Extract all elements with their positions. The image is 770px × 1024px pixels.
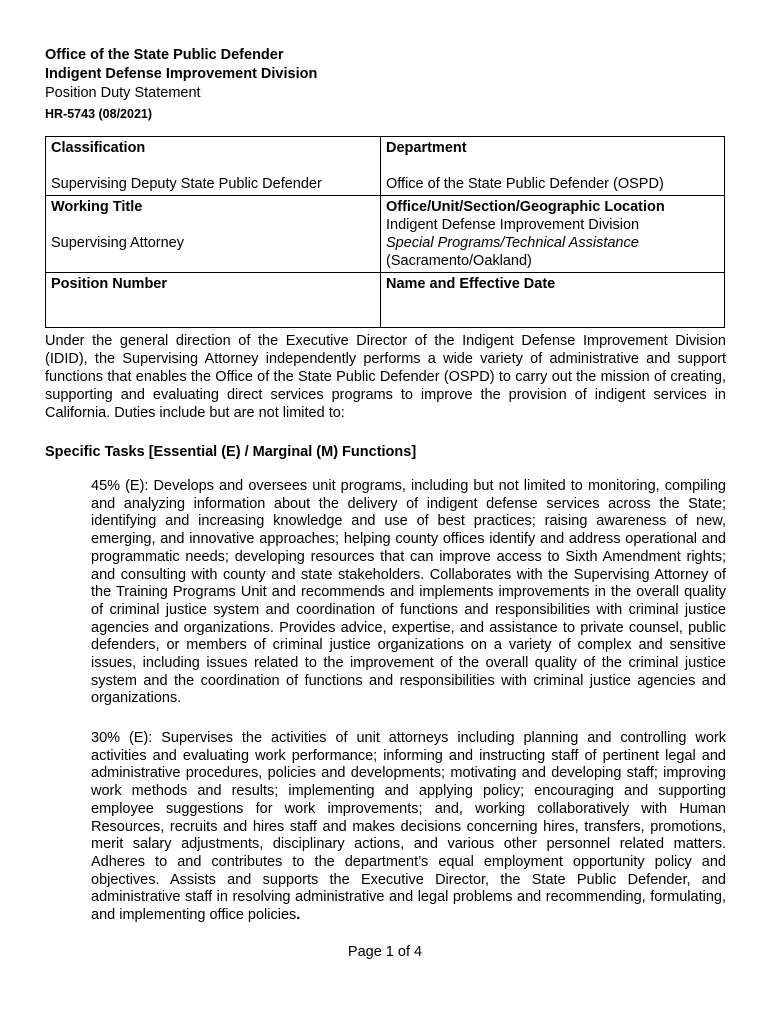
office-name: Office of the State Public Defender	[45, 47, 284, 63]
department-label: Department	[386, 140, 467, 156]
position-number-cell	[46, 273, 381, 328]
document-header	[45, 46, 317, 123]
location-division: Indigent Defense Improvement Division	[386, 217, 640, 233]
division-name: Indigent Defense Improvement Division	[45, 66, 318, 82]
working-title-cell	[46, 196, 381, 273]
location-label: Office/Unit/Section/Geographic Location	[386, 199, 665, 215]
document-title: Position Duty Statement	[45, 85, 201, 101]
table-row	[46, 137, 725, 196]
department-cell	[381, 137, 725, 196]
department-value: Office of the State Public Defender (OSPD)	[386, 176, 664, 192]
position-info-table	[45, 136, 725, 328]
task-30-text: 30% (E): Supervises the activities of unit attorneys including planning and controlling work activities and evaluating work performance; informing and instructing staff of pertinent legal and administrative procedures, policies and developments; motivating and developing staff; improving work methods and results; implementing and applying policy; encouraging and supporting employee suggestions for work improvements; and, working collaboratively with Human Resources, recruits and hires staff and makes decisions concerning hires, transfers, promotions, merit salary adjustments, disciplinary actions, and various other personnel related matters. Adheres to and contributes to the department’s equal employment opportunity policy and objectives. Assists and supports the Executive Director, the State Public Defender, and administrative staff in resolving administrative and legal problems and recommending, formulating, and implementing office policies	[91, 730, 726, 924]
name-date-cell	[381, 273, 725, 328]
intro-paragraph: Under the general direction of the Executive Director of the Indigent Defense Improvement Division (IDID), the Supervising Attorney independently performs a wide variety of administrative and support functions that enables the Office of the State Public Defender (OSPD) to carry out the mission of creating, supporting and evaluating direct services programs to improve the provision of indigent services in California. Duties include but are not limited to:	[45, 333, 726, 421]
page-number: Page 1 of 4	[347, 944, 423, 960]
working-title-label: Working Title	[51, 199, 143, 215]
task-paragraph-30	[91, 730, 726, 925]
classification-value: Supervising Deputy State Public Defender	[51, 176, 322, 192]
table-row	[46, 273, 725, 328]
location-unit: Special Programs/Technical Assistance	[386, 235, 639, 251]
task-30-period: .	[296, 907, 301, 924]
name-date-label: Name and Effective Date	[386, 276, 556, 292]
location-cell	[381, 196, 725, 273]
classification-cell	[46, 137, 381, 196]
form-code: HR-5743 (08/2021)	[45, 107, 153, 121]
location-city: (Sacramento/Oakland)	[386, 253, 532, 269]
working-title-value: Supervising Attorney	[51, 235, 184, 251]
position-number-label: Position Number	[51, 276, 168, 292]
table-row	[46, 196, 725, 273]
classification-label: Classification	[51, 140, 146, 156]
section-heading: Specific Tasks [Essential (E) / Marginal (M) Functions]	[45, 444, 417, 460]
task-paragraph-45: 45% (E): Develops and oversees unit programs, including but not limited to monitoring, compiling and analyzing information about the delivery of indigent defense services across the State; identifying and increasing knowledge and use of best practices; raising awareness of new, emerging, and innovative approaches; helping county offices identify and address operational and programmatic needs; developing resources that can improve access to Sixth Amendment rights; and consulting with county and state stakeholders. Collaborates with the Supervising Attorney of the Training Programs Unit and recommends and implements improvements in the overall quality of criminal justice system and coordination of functions and responsibilities with criminal justice agencies and organizations. Provides advice, expertise, and assistance to private counsel, public defenders, or members of criminal justice organizations on a variety of complex and sensitive issues, including issues related to the improvement of the overall quality of the criminal justice system and the coordination of functions and responsibilities with criminal justice agencies and organizations.	[91, 478, 726, 707]
